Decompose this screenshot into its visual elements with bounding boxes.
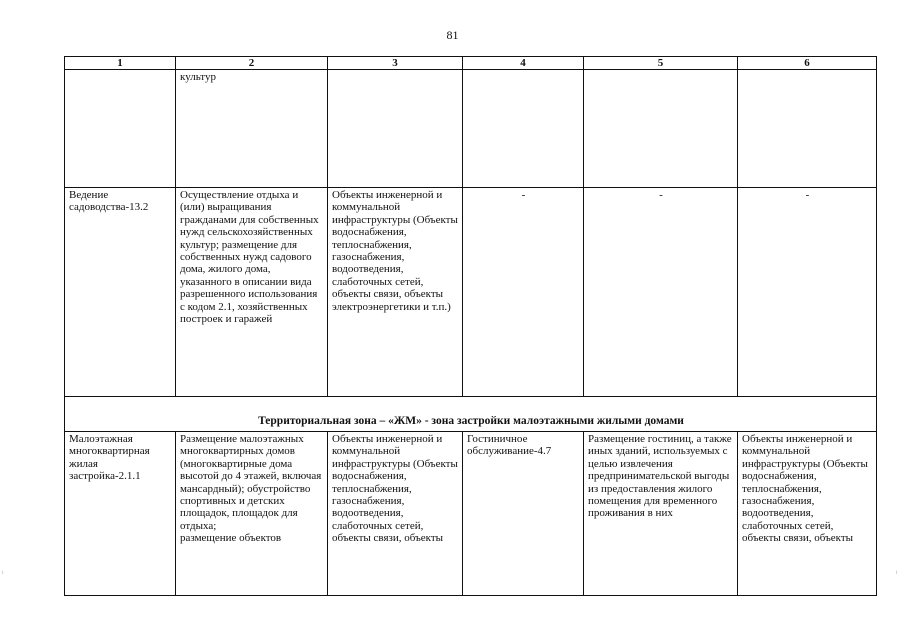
table-cell: - bbox=[738, 188, 877, 397]
table-cell: - bbox=[584, 188, 738, 397]
table-cell: Ведение садоводства-13.2 bbox=[65, 188, 176, 397]
table-cell: Осуществление отдыха и (или) выращивания гражданами для собственных нужд сельскохозяйственных культур; размещение для собственных нужд садового дома, жилого дома, указанного в описании вида разрешенного использования с кодом 2.1, хозяйственных построек и гаражей bbox=[176, 188, 328, 397]
column-header: 2 bbox=[176, 57, 328, 70]
scan-edge-mark-left: ᵢ bbox=[2, 566, 4, 575]
table-row bbox=[65, 432, 877, 596]
table-cell: Размещение гостиниц, а также иных зданий, используемых с целью извлечения предпринимательской выгоды из предоставления жилого помещения для временного проживания в них bbox=[584, 432, 738, 596]
scan-edge-mark-right: ᵢ bbox=[896, 566, 898, 575]
zone-title: Территориальная зона – «ЖМ» - зона застройки малоэтажными жилыми домами bbox=[65, 397, 877, 432]
table-cell: Объекты инженерной и коммунальной инфраструктуры (Объекты водоснабжения, теплоснабжения, газоснабжения, водоотведения, слаботочных сетей, объекты связи, объекты bbox=[738, 432, 877, 596]
table-cell bbox=[738, 70, 877, 188]
column-header: 4 bbox=[463, 57, 584, 70]
table-row bbox=[65, 70, 877, 188]
table-cell bbox=[584, 70, 738, 188]
page-number: 81 bbox=[446, 28, 459, 42]
column-header: 3 bbox=[328, 57, 463, 70]
table-header-row bbox=[65, 57, 877, 70]
table-cell bbox=[65, 70, 176, 188]
table-cell: Объекты инженерной и коммунальной инфраструктуры (Объекты водоснабжения, теплоснабжения, газоснабжения, водоотведения, слаботочных сетей, объекты связи, объекты bbox=[328, 432, 463, 596]
table-cell: культур bbox=[176, 70, 328, 188]
column-header: 1 bbox=[65, 57, 176, 70]
table-row bbox=[65, 188, 877, 397]
table-cell: Объекты инженерной и коммунальной инфраструктуры (Объекты водоснабжения, теплоснабжения, газоснабжения, водоотведения, слаботочных сетей, объекты связи, объекты электроэнергетики и т.п.) bbox=[328, 188, 463, 397]
table-cell: - bbox=[463, 188, 584, 397]
column-header: 5 bbox=[584, 57, 738, 70]
zone-title-row bbox=[65, 397, 877, 432]
column-header: 6 bbox=[738, 57, 877, 70]
table-cell: Малоэтажная многоквартирная жилая застройка-2.1.1 bbox=[65, 432, 176, 596]
table-cell: Размещение малоэтажных многоквартирных домов (многоквартирные дома высотой до 4 этажей, включая мансардный); обустройство спортивных и детских площадок, площадок для отдыха; размещение объектов bbox=[176, 432, 328, 596]
table-cell: Гостиничное обслуживание-4.7 bbox=[463, 432, 584, 596]
table-cell bbox=[463, 70, 584, 188]
table-cell bbox=[328, 70, 463, 188]
regulations-table bbox=[64, 56, 877, 596]
